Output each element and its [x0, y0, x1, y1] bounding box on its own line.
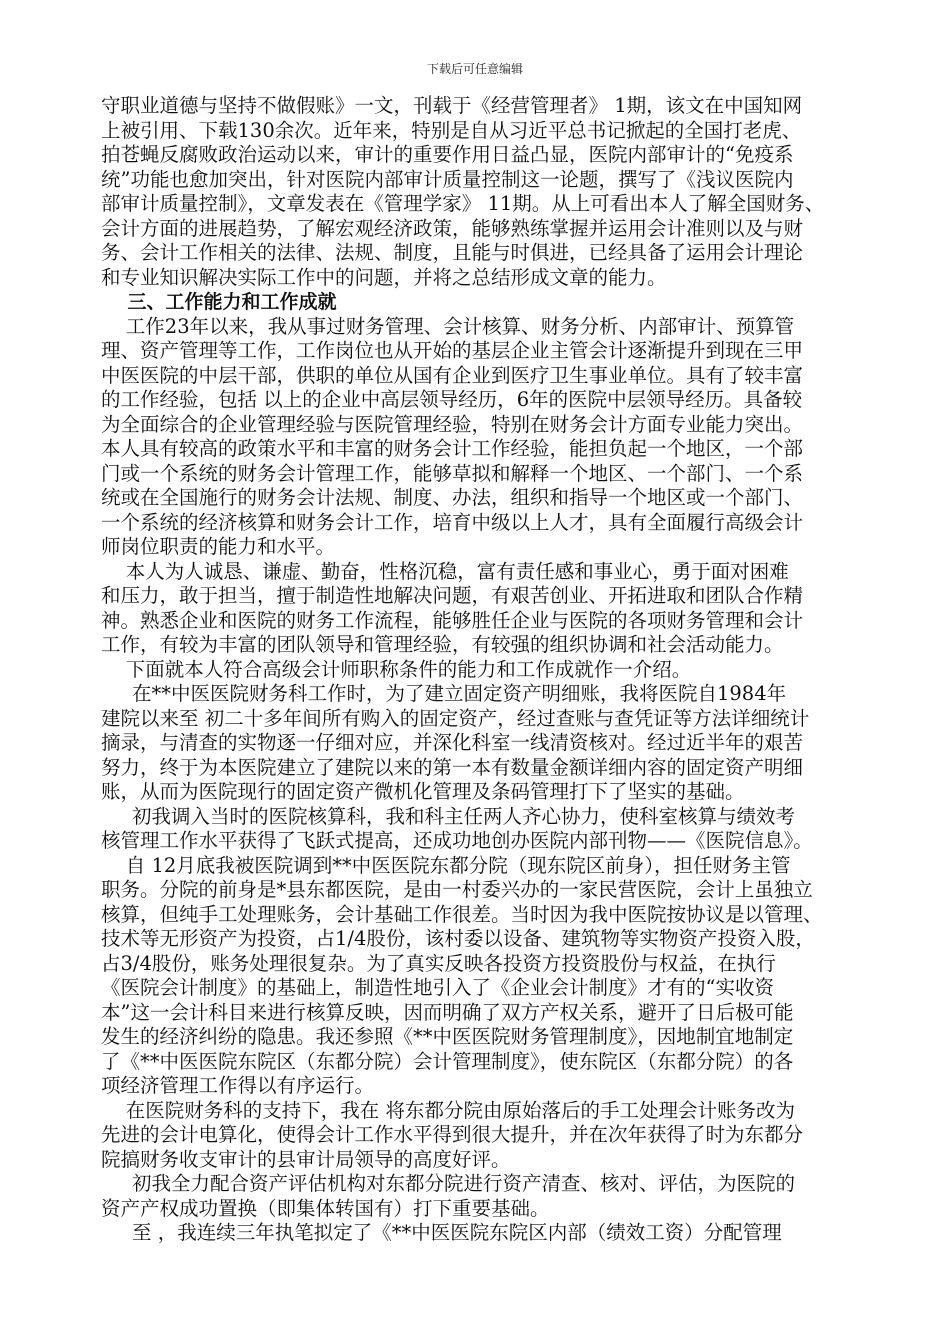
- text-line: 核管理工作水平获得了飞跃式提高，还成功地创办医院内部刊物——《医院信息》。: [101, 829, 813, 852]
- text-line: 上被引用、下载130余次。近年来，特别是自从习近平总书记掀起的全国打老虎、: [101, 118, 802, 142]
- text-line: 统”功能也愈加突出，针对医院内部审计质量控制这一论题，撰写了《浅议医院内: [101, 167, 794, 191]
- text-line: 一个系统的经济核算和财务会计工作，培育中级以上人才，具有全面履行高级会计: [101, 510, 804, 534]
- document-body: [101, 94, 909, 1246]
- text-line: 本”这一会计科目来进行核算反映，因而明确了双方产权关系，避开了日后极可能: [101, 1000, 794, 1024]
- text-line: 发生的经济纠纷的隐患。我还参照《**中医医院财务管理制度》，因地制宜地制定: [101, 1025, 794, 1048]
- text-line: 神。熟悉企业和医院的财务工作流程，能够胜任企业与医院的各项财务管理和会计: [101, 608, 804, 632]
- text-line: 初我调入当时的医院核算科，我和科主任两人齐心协力，使科室核算与绩效考: [101, 804, 795, 828]
- text-line: 资产产权成功置换（即集体转国有）打下重要基础。: [101, 1196, 550, 1220]
- text-line: 的工作经验，包括 以上的企业中高层领导经历，6年的医院中层领导经历。具备较: [101, 388, 803, 411]
- text-line: 为全面综合的企业管理经验与医院管理经验，特别在财务会计方面专业能力突出。: [101, 412, 804, 436]
- text-line: 本人为人诚恳、谦虚、勤奋，性格沉稳，富有责任感和事业心，勇于面对困难: [101, 559, 789, 583]
- section-heading: 三、工作能力和工作成就: [101, 291, 337, 313]
- text-line: 和压力，敢于担当，擅于制造性地解决问题，有艰苦创业、开拓进取和团队合作精: [101, 584, 804, 607]
- text-line: 先进的会计电算化，使得会计工作水平得到很大提升，并在次年获得了时为东都分: [101, 1123, 804, 1146]
- text-line: 在**中医医院财务科工作时，为了建立固定资产明细账，我将医院自1984年: [101, 682, 787, 705]
- text-line: 拍苍蝇反腐败政治运动以来，审计的重要作用日益凸显，医院内部审计的“免疫系: [101, 143, 794, 166]
- text-line: 核算，但纯手工处理账务，会计基础工作很差。当时因为我中医院按协议是以管理、: [101, 902, 823, 926]
- text-line: 努力，终于为本医院建立了建院以来的第一本有数量金额详细内容的固定资产明细: [101, 755, 804, 779]
- text-line: 守职业道德与坚持不做假账》一文，刊载于《经营管理者》 1期，该文在中国知网: [101, 94, 803, 117]
- text-line: 务、会计工作相关的法律、法规、制度，且能与时俱进，已经具备了运用会计理论: [101, 241, 804, 264]
- text-line: 至 ，我连续三年执笔拟定了《**中医医院东院区内部（绩效工资）分配管理: [101, 1221, 782, 1244]
- text-line: 本人具有较高的政策水平和丰富的财务会计工作经验，能担负起一个地区，一个部: [101, 437, 804, 460]
- text-line: 工作，有较为丰富的团队领导和管理经验，有较强的组织协调和社会活动能力。: [101, 633, 784, 656]
- page-header: 下载后可任意编辑: [426, 62, 523, 76]
- text-line: 账，从而为医院现行的固定资产微机化管理及条码管理打下了坚实的基础。: [101, 780, 745, 803]
- text-line: 占3/4股份，账务处理很复杂。为了真实反映各投资方投资股份与权益，在执行: [101, 951, 776, 975]
- text-line: 中医医院的中层干部，供职的单位从国有企业到医疗卫生事业单位。具有了较丰富: [101, 363, 804, 387]
- text-line: 门或一个系统的财务会计管理工作，能够草拟和解释一个地区、一个部门、一个系: [101, 461, 804, 485]
- text-line: 自 12月底我被医院调到**中医医院东都分院（现东院区前身），担任财务主管: [101, 853, 791, 877]
- text-line: 理、资产管理等工作，工作岗位也从开始的基层企业主管会计逐渐提升到现在三甲: [101, 339, 804, 362]
- text-line: 《医院会计制度》的基础上，制造性地引入了《企业会计制度》才有的“实收资: [101, 976, 774, 999]
- text-line: 在医院财务科的支持下，我在 将东都分院由原始落后的手工处理会计账务改为: [101, 1098, 795, 1122]
- text-line: 工作23年以来，我从事过财务管理、会计核算、财务分析、内部审计、预算管: [101, 314, 795, 338]
- text-line: 统或在全国施行的财务会计法规、制度、办法，组织和指导一个地区或一个部门、: [101, 486, 804, 509]
- text-line: 了《**中医医院东院区（东都分院）会计管理制度》，使东院区（东都分院）的各: [101, 1049, 794, 1073]
- text-line: 部审计质量控制》，文章发表在《管理学家》 11期。从上可看出本人了解全国财务、: [101, 192, 825, 215]
- text-line: 技术等无形资产为投资，占1/4股份，该村委以设备、建筑物等实物资产投资入股，: [101, 927, 815, 950]
- text-line: 建院以来至 初二十多年间所有购入的固定资产，经过查账与查凭证等方法详细统计: [101, 706, 810, 730]
- text-line: 师岗位职责的能力和水平。: [101, 535, 336, 558]
- text-line: 职务。分院的前身是*县东都医院，是由一村委兴办的一家民营医院，会计上虽独立: [101, 878, 813, 901]
- text-line: 项经济管理工作得以有序运行。: [101, 1074, 375, 1097]
- text-line: 初我全力配合资产评估机构对东都分院进行资产清查、核对、评估，为医院的: [101, 1172, 795, 1195]
- text-line: 和专业知识解决实际工作中的问题，并将之总结形成文章的能力。: [101, 265, 667, 289]
- text-line: 院搞财务收支审计的县审计局领导的高度好评。: [101, 1147, 511, 1171]
- text-line: 摘录，与清查的实物逐一仔细对应，并深化科室一线清资核对。经过近半年的艰苦: [101, 731, 804, 754]
- text-line: 会计方面的进展趋势，了解宏观经济政策，能够熟练掌握并运用会计准则以及与财: [101, 216, 804, 240]
- text-line: 下面就本人符合高级会计师职称条件的能力和工作成就作一介绍。: [101, 657, 692, 681]
